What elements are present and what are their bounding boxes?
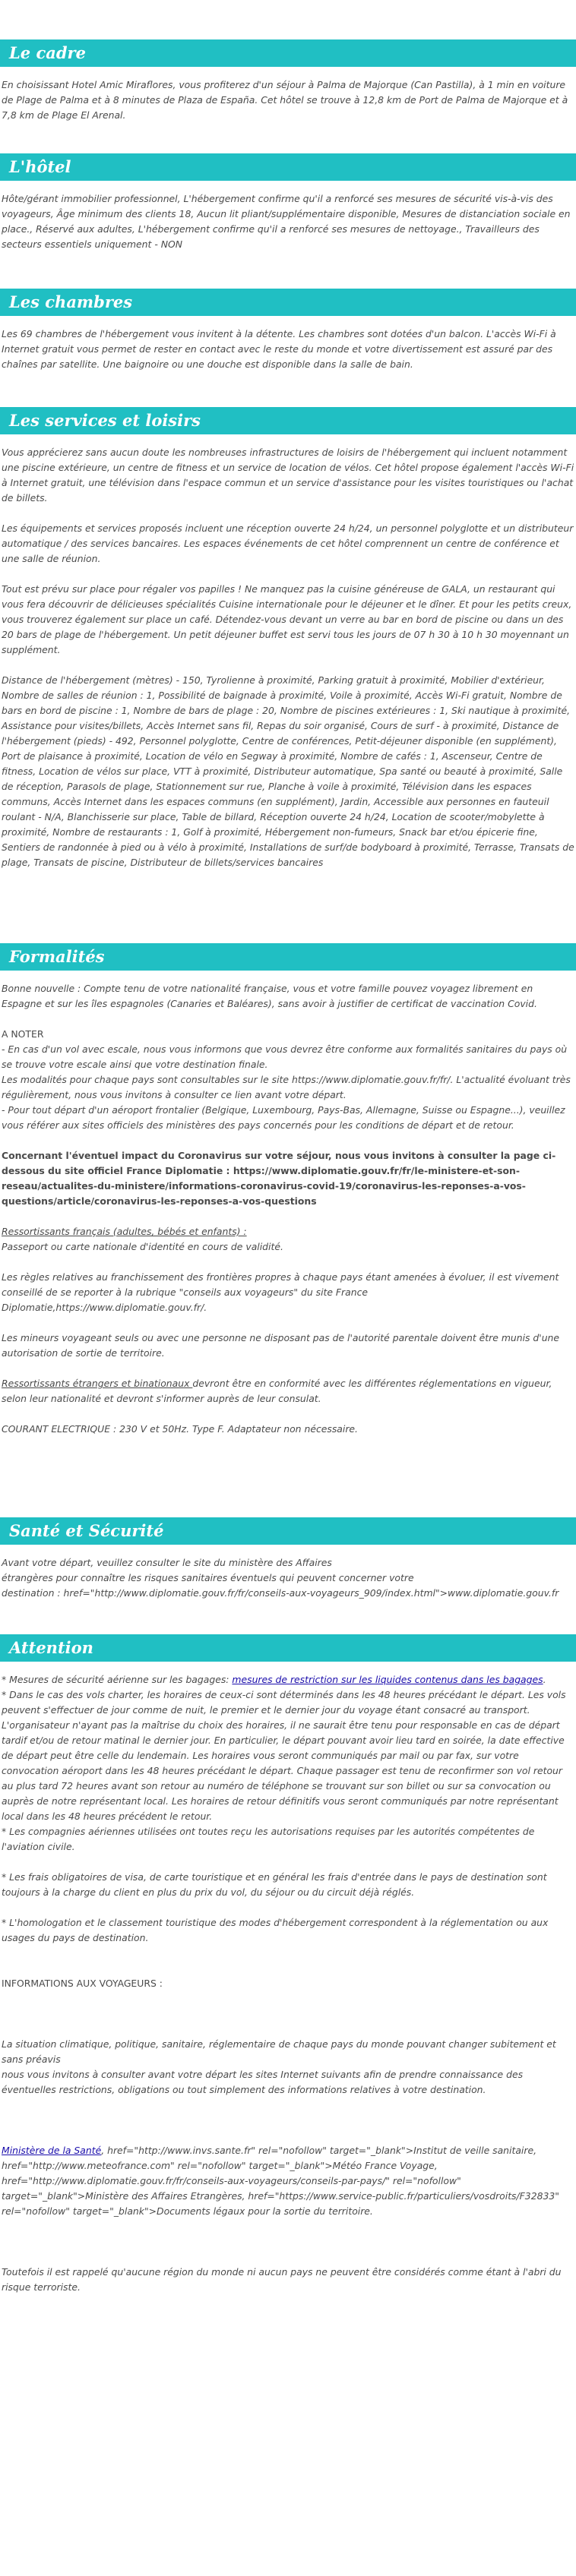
anoter-title: A NOTER	[2, 1028, 44, 1040]
hotel-paragraph: Hôte/gérant immobilier professionnel, L'hébergement confirme qu'il a renforcé ses mesures de sécurité vis-à-vis des voyageurs, Âge minimum des clients 18, Aucun lit pliant/supplémentaire disponible, Mesures de distanciation sociale en place., Réservé aux adultes, L'hébergement confirme qu'il a renforcé ses mesures de nettoyage., Travailleurs des secteurs essentiels uniquement - NON	[2, 193, 571, 250]
info-links	[0, 2143, 576, 2219]
sante-line-2: étrangères pour connaître les risques sanitaires éventuels qui peuvent concerner votre	[2, 1572, 414, 1583]
sante-line-3: destination : href="http://www.diplomatie.gouv.fr/fr/conseils-aux-voyageurs_909/index.html">www.diplomatie.gouv.fr	[2, 1587, 559, 1599]
risque-terroriste: Toutefois il est rappelé qu'aucune région du monde ni aucun pays ne peuvent être considérés comme étant à l'abri du risque terroriste.	[2, 2266, 562, 2293]
ressortissants-etr-text: devront être en conformité avec les différentes réglementations en vigueur, selon leur nationalité et devront s'informer auprès de leur consulat.	[2, 1378, 552, 1404]
section-sante	[0, 1517, 576, 1601]
formalites-intro: Bonne nouvelle : Compte tenu de votre nationalité française, vous et votre famille pouvez voyagez librement en Espagne et sur les îles espagnoles (Canaries et Baléares), sans avoir à justifier de certificat de vaccination Covid.	[2, 983, 537, 1009]
attention-homologation: * L'homologation et le classement touristique des modes d'hébergement correspondent à la réglementation ou aux usages du pays de destination.	[2, 1917, 549, 1943]
courant-electrique: COURANT ELECTRIQUE : 230 V et 50Hz. Type F. Adaptateur non nécessaire.	[2, 1423, 358, 1435]
coronavirus-notice: Concernant l'éventuel impact du Coronavirus sur votre séjour, nous vous invitons à consulter la page ci-dessous du site officiel France Diplomatie : https://www.diplomatie.gouv.fr/fr/le-ministere-et-son-reseau/actualites-du-ministere/informations-coronavirus-covid-19/coronavirus-les-reponses-a-vos-questions/article/coronavirus-les-reponses-a-vos-questions	[2, 1150, 556, 1207]
attention-visa: * Les frais obligatoires de visa, de carte touristique et en général les frais d'entrée dans le pays de destination sont toujours à la charge du client en plus du prix du vol, du séjour ou du circuit déjà réglés.	[2, 1871, 547, 1898]
services-paragraph-4: Distance de l'hébergement (mètres) - 150, Tyrolienne à proximité, Parking gratuit à proximité, Mobilier d'extérieur, Nombre de salles de réunion : 1, Possibilité de baignade à proximité, Voile à proximité, Accès Wi-Fi gratuit, Nombre de bars en bord de piscine : 1, Nombre de bars de plage : 20, Nombre de piscines extérieures : 1, Ski nautique à proximité, Assistance pour visites/billets, Accès Internet sans fil, Repas du soir organisé, Cours de surf - à proximité, Distance de l'hébergement (pieds) - 492, Personnel polyglotte, Centre de conférences, Petit-déjeuner disponible (en supplément), Port de plaisance à proximité, Location de vélo en Segway à proximité, Nombre de cafés : 1, Ascenseur, Centre de fitness, Location de vélos sur place, VTT à proximité, Distributeur automatique, Spa santé ou beauté à proximité, Salle de réception, Parasols de plage, Stationnement sur rue, Planche à voile à proximité, Télévision dans les espaces communs, Accès Internet dans les espaces communs (en supplément), Jardin, Accessible aux personnes en fauteuil roulant - N/A, Blanchisserie sur place, Table de billard, Réception ouverte 24 h/24, Location de scooter/mobylette à proximité, Nombre de restaurants : 1, Golf à proximité, Hébergement non-fumeurs, Snack bar et/ou épicerie fine, Sentiers de randonnée à pied ou à vélo à proximité, Installations de surf/de bodyboard à proximité, Terrasse, Transats de plage, Transats de piscine, Distributeur de billets/services bancaires	[2, 674, 574, 868]
ressortissants-etr	[0, 1376, 576, 1406]
ressortissants-fr-text: Passeport ou carte nationale d'identité en cours de validité.	[2, 1241, 283, 1252]
section-formalites	[0, 943, 576, 1437]
info-voyageurs-title: INFORMATIONS AUX VOYAGEURS :	[2, 1978, 163, 1989]
section-title-attention: Attention	[0, 1634, 576, 1662]
ministere-sante-link[interactable]: Ministère de la Santé	[2, 2145, 102, 2156]
mineurs-note: Les mineurs voyageant seuls ou avec une personne ne disposant pas de l'autorité parentale doivent être munis d'une autorisation de sortie de territoire.	[2, 1332, 560, 1359]
section-cadre	[0, 39, 576, 123]
chambres-paragraph: Les 69 chambres de l'hébergement vous invitent à la détente. Les chambres sont dotées d'un balcon. L'accès Wi-Fi à Internet gratuit vous permet de rester en contact avec le reste du monde et votre divertissement est assuré par des chaînes par satellite. Une baignoire ou une douche est disponible dans la salle de bain.	[2, 328, 556, 370]
cadre-paragraph: En choisissant Hotel Amic Miraflores, vous profiterez d'un séjour à Palma de Majorque (Can Pastilla), à 1 min en voiture de Plage de Palma et à 8 minutes de Plaza de España. Cet hôtel se trouve à 12,8 km de Port de Palma de Majorque et à 7,8 km de Plage El Arenal.	[2, 79, 568, 121]
info-voyageurs-line-2: nous vous invitons à consulter avant votre départ les sites Internet suivants afin de prendre connaissance des éventuelles restrictions, obligations ou tout simplement des informations relatives à votre destination.	[2, 2069, 524, 2095]
regles-frontieres: Les règles relatives au franchissement des frontières propres à chaque pays étant amenées à évoluer, il est vivement conseillé de se reporter à la rubrique "conseils aux voyageurs" du site France Diplomatie,https://www.diplomatie.gouv.fr/.	[2, 1271, 559, 1313]
anoter-line-3: - Pour tout départ d'un aéroport frontalier (Belgique, Luxembourg, Pays-Bas, Allemagne, Suisse ou Espagne...), veuillez vous référer aux sites officiels des ministères des pays concernés pour les conditions de départ et de retour.	[2, 1104, 565, 1131]
ressortissants-etr-title: Ressortissants étrangers et binationaux	[2, 1378, 193, 1389]
info-links-text: , href="http://www.invs.sante.fr" rel="nofollow" target="_blank">Institut de veille sanitaire, href="http://www.meteofrance.com" rel="nofollow" target="_blank">Météo France Voyage, href="http://www.diplomatie.gouv.fr/fr/conseils-aux-voyageurs/conseils-par-pays/" rel="nofollow" target="_blank">Ministère des Affaires Etrangères, href="https://www.service-public.fr/particuliers/vosdroits/F32833" rel="nofollow" target="_blank">Documents légaux pour la sortie du territoire.	[2, 2145, 559, 2217]
ressortissants-fr-title: Ressortissants français (adultes, bébés et enfants) :	[2, 1226, 247, 1237]
attention-compagnies: * Les compagnies aériennes utilisées ont toutes reçu les autorisations requises par les autorités compétentes de l'aviation civile.	[2, 1826, 535, 1852]
section-title-chambres: Les chambres	[0, 289, 576, 316]
attention-bagages	[0, 1672, 576, 1687]
section-chambres	[0, 289, 576, 372]
services-paragraph-1: Vous apprécierez sans aucun doute les nombreuses infrastructures de loisirs de l'hébergement qui incluent notamment une piscine extérieure, un centre de fitness et un service de location de vélos. Cet hôtel propose également l'accès Wi-Fi à Internet gratuit, une télévision dans l'espace commun et un service d'assistance pour les visites touristiques ou l'achat de billets.	[2, 447, 574, 504]
section-title-hotel: L'hôtel	[0, 153, 576, 181]
attention-vols-charter: * Dans le cas des vols charter, les horaires de ceux-ci sont déterminés dans les 48 heures précédant le départ. Les vols peuvent s'effectuer de jour comme de nuit, le premier et le dernier jour du voyage étant consacré au transport. L'organisateur n'ayant pas la maîtrise du choix des horaires, il ne saurait être tenu pour responsable en cas de départ tardif et/ou de retour matinal le dernier jour. En particulier, le départ pouvant avoir lieu tard en soirée, la date effective de départ peut être celle du lendemain. Les horaires vous seront communiqués par mail ou par fax, sur votre convocation aéroport dans les 48 heures précédant le départ. Chaque passager est tenu de reconfirmer son vol retour au plus tard 72 heures avant son retour au numéro de téléphone se trouvant sur son billet ou sur sa convocation ou auprès de notre représentant local. Les horaires de retour définitifs vous seront communiqués par notre représentant local dans les 48 heures précédent le retour.	[2, 1689, 566, 1822]
services-paragraph-3: Tout est prévu sur place pour régaler vos papilles ! Ne manquez pas la cuisine généreuse de GALA, un restaurant qui vous fera découvrir de délicieuses spécialités Cuisine internationale pour le déjeuner et le dîner. Et pour les petits creux, vous trouverez également sur place un café. Détendez-vous devant un verre au bar en bord de piscine ou dans un des 20 bars de plage de l'hébergement. Un petit déjeuner buffet est servi tous les jours de 07 h 30 à 10 h 30 moyennant un supplément.	[2, 583, 572, 655]
liquides-restriction-link[interactable]: mesures de restriction sur les liquides contenus dans les bagages	[232, 1674, 543, 1685]
attention-bagages-text: * Mesures de sécurité aérienne sur les bagages:	[2, 1674, 233, 1685]
section-title-formalites: Formalités	[0, 943, 576, 971]
attention-bagages-end: .	[543, 1674, 546, 1685]
services-paragraph-2: Les équipements et services proposés incluent une réception ouverte 24 h/24, un personnel polyglotte et un distributeur automatique / des services bancaires. Les espaces événements de cet hôtel comprennent un centre de conférence et une salle de réunion.	[2, 522, 574, 564]
section-services	[0, 407, 576, 870]
anoter-line-1: - En cas d'un vol avec escale, nous vous informons que vous devrez être conforme aux formalités sanitaires du pays où se trouve votre escale ainsi que votre destination finale.	[2, 1043, 568, 1070]
section-hotel	[0, 153, 576, 252]
section-title-services: Les services et loisirs	[0, 407, 576, 434]
sante-line-1: Avant votre départ, veuillez consulter le site du ministère des Affaires	[2, 1557, 332, 1568]
anoter-line-2: Les modalités pour chaque pays sont consultables sur le site https://www.diplomatie.gouv.fr/fr/. L'actualité évoluant très régulièrement, nous vous invitons à consulter ce lien avant votre départ.	[2, 1074, 571, 1100]
section-title-cadre: Le cadre	[0, 39, 576, 67]
info-voyageurs-line-1: La situation climatique, politique, sanitaire, réglementaire de chaque pays du monde pouvant changer subitement et sans préavis	[2, 2038, 556, 2065]
section-title-sante: Santé et Sécurité	[0, 1517, 576, 1545]
section-attention	[0, 1634, 576, 2295]
